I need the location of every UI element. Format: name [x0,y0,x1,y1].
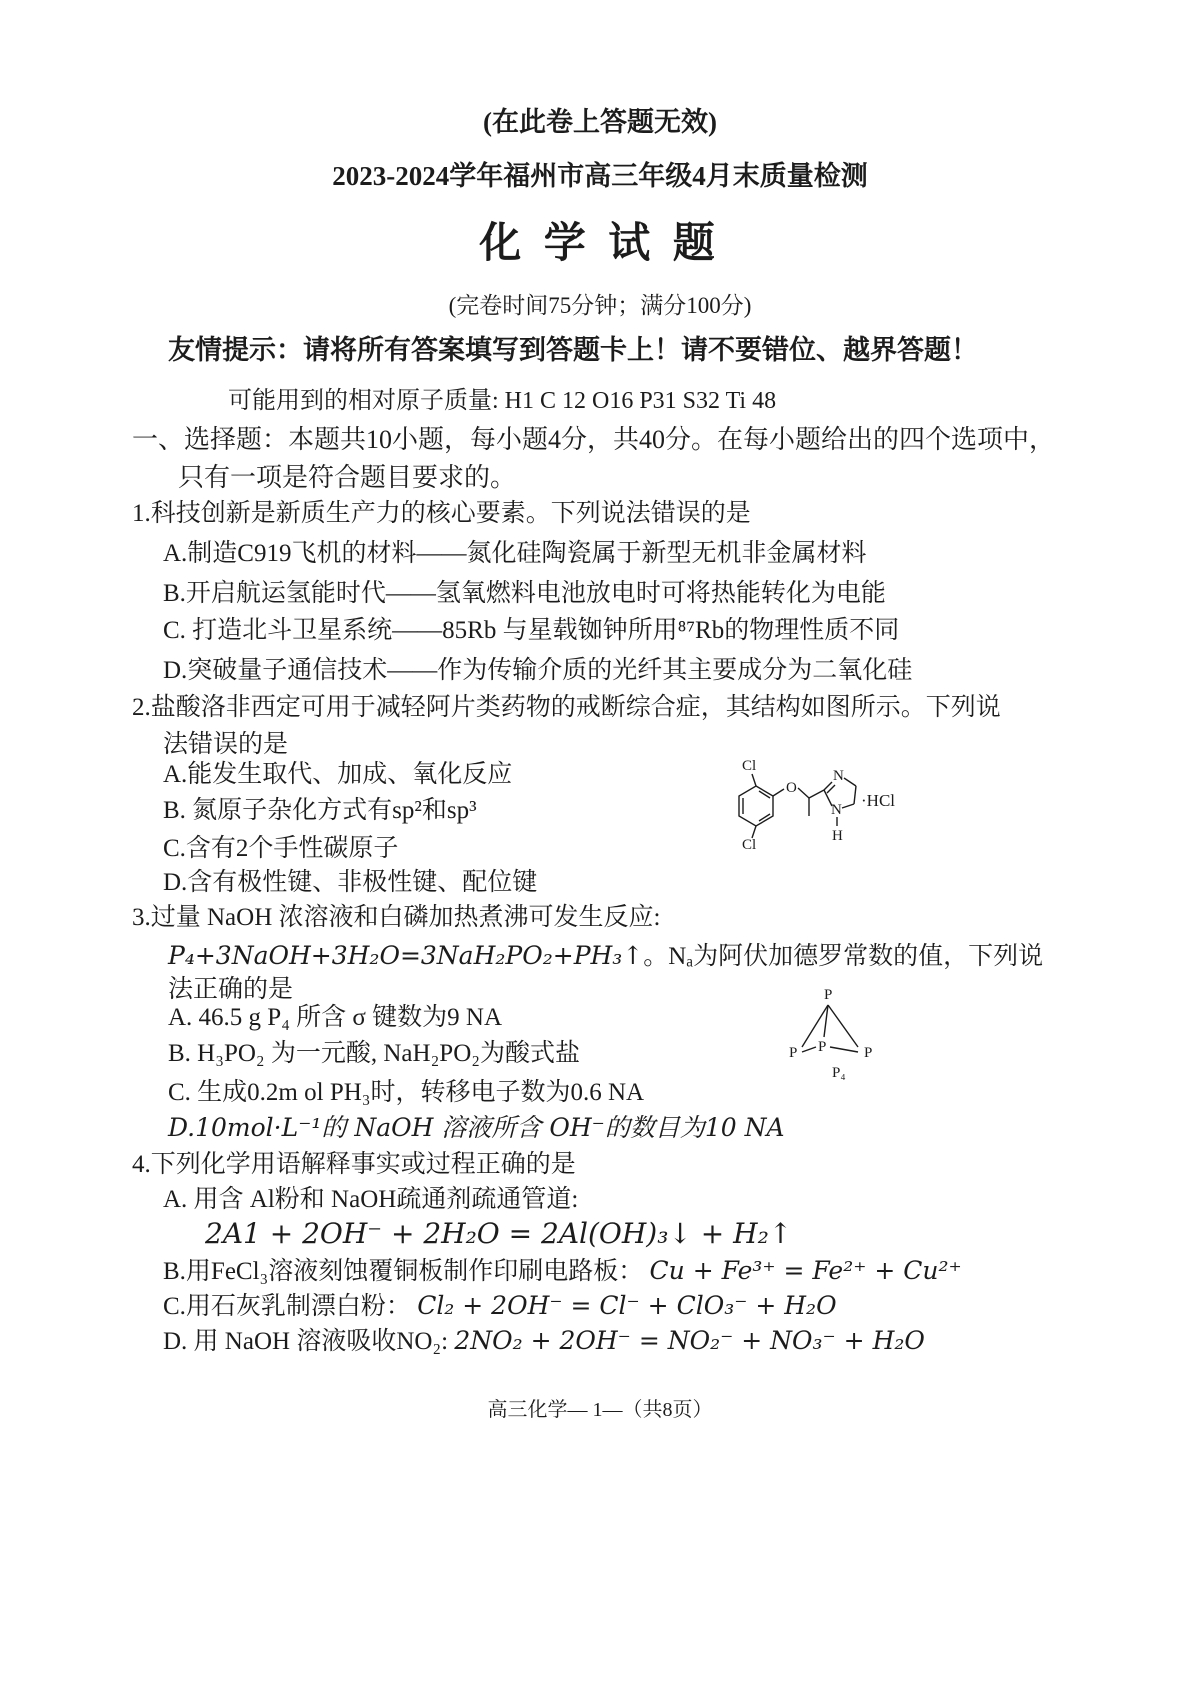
cl-top-label: Cl [742,758,757,774]
q2-stem-line2: 法错误的是 [163,731,289,758]
q3-option-a: A. 46.5 g P₄ 所含 σ 键数为9 NA [168,1004,503,1031]
oxygen-label: O [786,780,797,796]
q2-option-d: D.含有极性键、非极性键、配位键 [163,869,538,896]
q2-stem-line1: 2.盐酸洛非西定可用于减轻阿片类药物的戒断综合症，其结构如图所示。下列说 [132,694,1001,721]
q4-option-b-text: B.用FeCl₃溶液刻蚀覆铜板制作印刷电路板： [163,1258,644,1285]
p-center-label: P [818,1039,827,1055]
q4-option-c-text: C.用石灰乳制漂白粉： [163,1293,411,1320]
friendly-tip: 友情提示：请将所有答案填写到答题卡上！请不要错位、越界答题！ [168,335,978,365]
q4-option-a-intro: A. 用含 Al粉和 NaOH疏通剂疏通管道: [163,1186,579,1213]
q2-option-c: C.含有2个手性碳原子 [163,835,399,862]
q2-option-b: B. 氮原子杂化方式有sp²和sp³ [163,797,477,824]
q3-equation-tail: 。Nₐ为阿伏加德罗常数的值，下列说 [643,943,1044,970]
q3-option-d: D.10mol·L⁻¹的 NaOH 溶液所含 OH⁻的数目为10 NA [168,1113,785,1142]
q3-equation-line [168,940,1043,972]
q3-equation: P₄+3NaOH+3H₂O=3NaH₂PO₂+PH₃↑ [168,941,644,970]
q4-stem: 4.下列化学用语解释事实或过程正确的是 [132,1151,576,1178]
footer-page-label: 高三化学— 1—（共8页） [487,1399,713,1421]
section-heading-line1: 一、选择题：本题共10小题，每小题4分，共40分。在每小题给出的四个选项中， [132,425,1056,454]
q4-option-a-equation: 2A1 + 2OH⁻ + 2H₂O = 2Al(OH)₃↓ + H₂↑ [205,1217,793,1250]
p4-tetrahedron-figure [788,985,883,1090]
atomic-masses-line: 可能用到的相对原子质量: H1 C 12 O16 P31 S32 Ti 48 [228,388,777,414]
q4-option-c-equation: Cl₂ + 2OH⁻ = Cl⁻ + ClO₃⁻ + H₂O [417,1291,837,1320]
p-right-label: P [864,1045,873,1061]
q1-stem: 1.科技创新是新质生产力的核心要素。下列说法错误的是 [132,500,751,527]
p-left-label: P [789,1045,798,1061]
q3-option-c: C. 生成0.2m ol PH₃时，转移电子数为0.6 NA [168,1079,645,1106]
nitrogen-bottom-label: N [831,802,842,818]
invalid-answer-notice: (在此卷上答题无效) [483,107,717,137]
subject-title: 化 学 试 题 [479,221,721,267]
p4-caption: P₄ [832,1065,846,1081]
q4-option-d-text: D. 用 NaOH 溶液吸收NO₂: [163,1328,449,1355]
p-top-label: P [824,987,833,1003]
q4-option-c [163,1290,837,1322]
q1-option-a: A.制造C919飞机的材料——氮化硅陶瓷属于新型无机非金属材料 [163,540,867,567]
p4-tetrahedron-drawing [788,985,883,1090]
q1-option-b: B.开启航运氢能时代——氢氧燃料电池放电时可将热能转化为电能 [163,580,886,607]
q4-option-b [163,1255,962,1287]
q1-option-c: C. 打造北斗卫星系统——85Rb 与星载铷钟所用⁸⁷Rb的物理性质不同 [163,617,900,644]
q4-option-b-equation: Cu + Fe³⁺ = Fe²⁺ + Cu²⁺ [649,1256,962,1285]
nh-hydrogen-label: H [832,828,843,844]
hcl-label: ·HCl [861,791,895,810]
lofexidine-structure-drawing [718,748,918,850]
q3-option-b: B. H₃PO₂ 为一元酸, NaH₂PO₂为酸式盐 [168,1040,580,1067]
nitrogen-top-label: N [833,768,844,784]
duration-note: (完卷时间75分钟；满分100分) [448,293,752,318]
q3-stem-tail: 法正确的是 [168,976,294,1003]
cl-bottom-label: Cl [742,837,757,850]
exam-title: 2023-2024学年福州市高三年级4月末质量检测 [332,161,868,191]
section-heading-line2: 只有一项是符合题目要求的。 [178,463,517,492]
q2-option-a: A.能发生取代、加成、氧化反应 [163,761,513,788]
q4-option-d [163,1325,925,1357]
lofexidine-structure-figure [718,748,918,850]
q3-intro: 3.过量 NaOH 浓溶液和白磷加热煮沸可发生反应: [132,904,661,931]
q4-option-d-equation: 2NO₂ + 2OH⁻ = NO₂⁻ + NO₃⁻ + H₂O [454,1326,925,1355]
q1-option-d: D.突破量子通信技术——作为传输介质的光纤其主要成分为二氧化硅 [163,657,913,684]
